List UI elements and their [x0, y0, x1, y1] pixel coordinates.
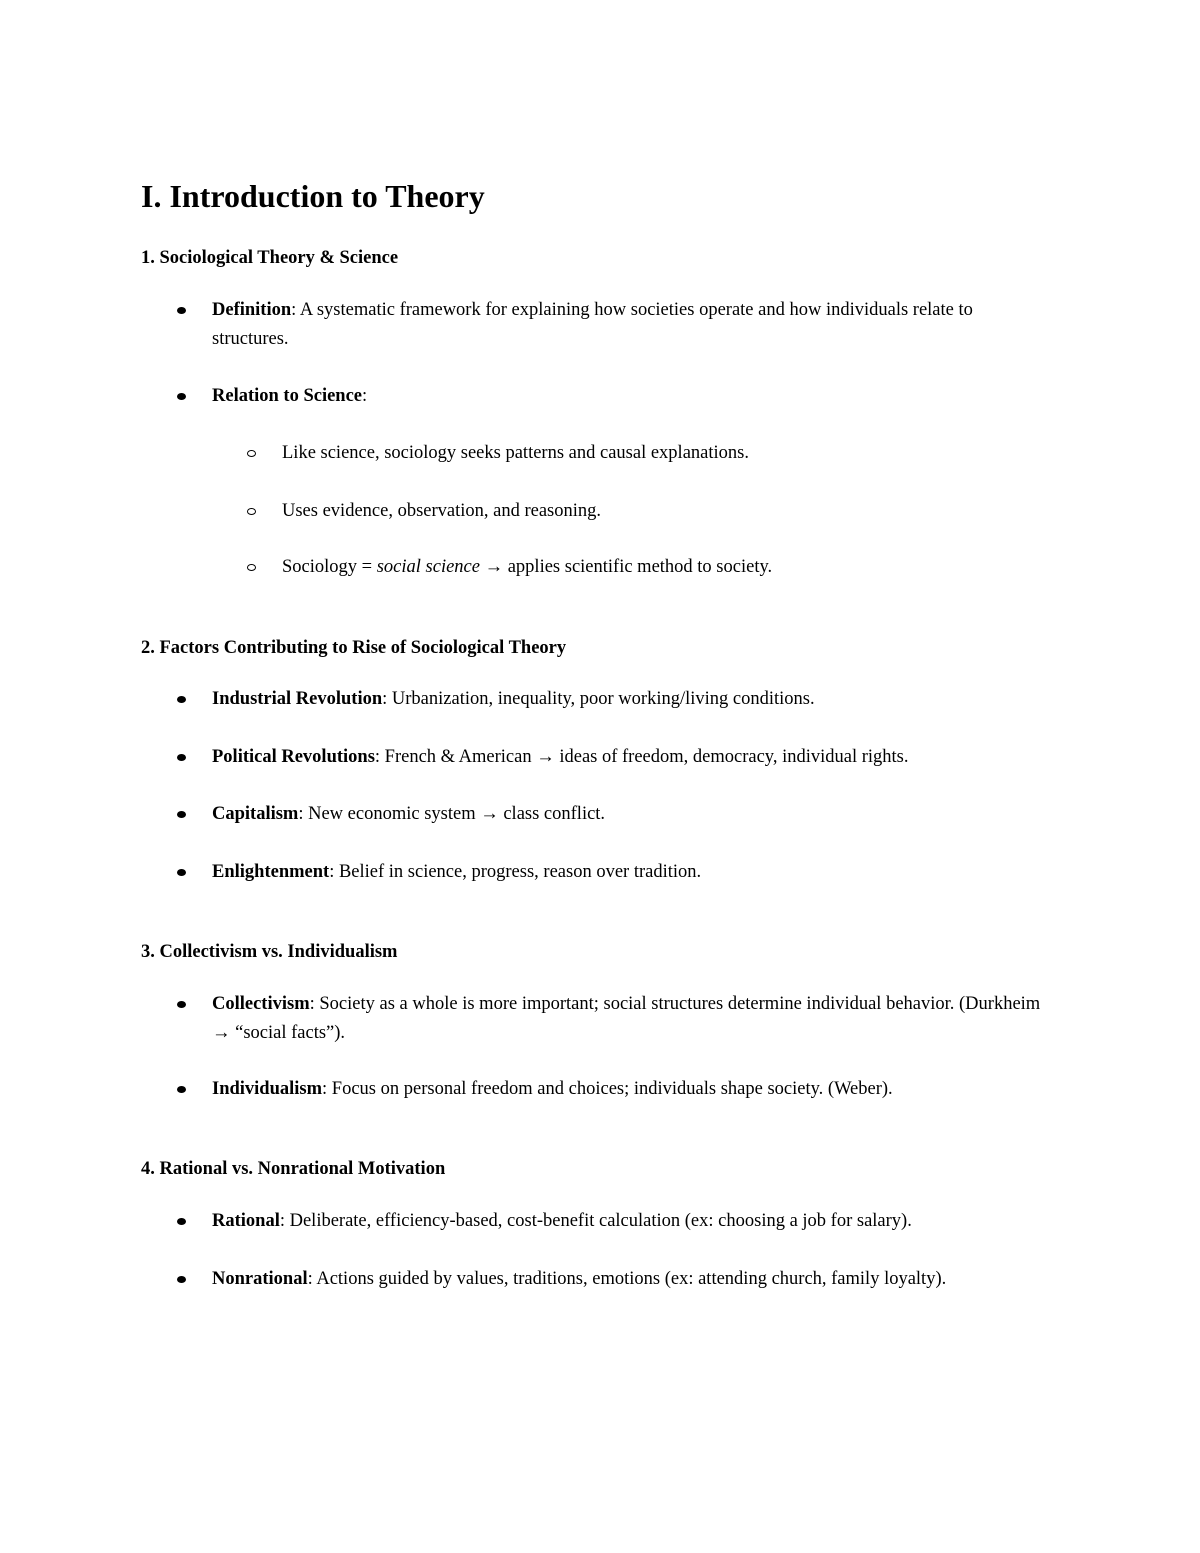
- item-description: : Focus on personal freedom and choices; individuals shape society. (Weber).: [322, 1079, 893, 1099]
- item-term: Capitalism: [212, 804, 299, 824]
- sub-item-text-part: → applies scientific method to society.: [479, 557, 773, 577]
- item-term: Rational: [212, 1211, 280, 1231]
- item-term: Relation to Science: [212, 386, 363, 406]
- bullet-icon: [177, 1001, 186, 1008]
- item-term: Definition: [212, 300, 292, 320]
- sub-item-text: [282, 553, 772, 582]
- bullet-icon: [177, 307, 186, 314]
- list-item-text: [212, 743, 1052, 772]
- item-description: : Society as a whole is more important; social structures determine individual behavior. (Durkheim → “social facts”).: [212, 994, 1041, 1043]
- section-heading-3: 3. Collectivism vs. Individualism: [141, 942, 398, 962]
- list-item-text: [212, 1075, 1052, 1104]
- emphasized-term: social science: [376, 557, 480, 577]
- item-term: Collectivism: [212, 994, 310, 1014]
- bullet-icon: [177, 754, 186, 761]
- list-item-text: [212, 296, 1052, 354]
- list-item-text: [212, 1207, 1052, 1236]
- bullet-icon: [177, 1086, 186, 1093]
- hollow-bullet-icon: [247, 450, 256, 457]
- page-title: I. Introduction to Theory: [141, 178, 485, 214]
- bullet-icon: [177, 1218, 186, 1225]
- sub-item-text-part: Sociology =: [282, 557, 377, 577]
- bullet-icon: [177, 1276, 186, 1283]
- item-description: : New economic system → class conflict.: [298, 804, 606, 824]
- section-heading-1: 1. Sociological Theory & Science: [141, 248, 399, 268]
- bullet-icon: [177, 696, 186, 703]
- item-term: Industrial Revolution: [212, 689, 383, 709]
- item-description: : Belief in science, progress, reason over tradition.: [329, 862, 702, 882]
- item-description: :: [362, 386, 368, 406]
- section-heading-2: 2. Factors Contributing to Rise of Sociological Theory: [141, 638, 567, 658]
- list-item-text: [212, 382, 1052, 411]
- item-term: Individualism: [212, 1079, 323, 1099]
- bullet-icon: [177, 869, 186, 876]
- sub-item-text: Like science, sociology seeks patterns and causal explanations.: [282, 443, 749, 463]
- bullet-icon: [177, 393, 186, 400]
- list-item-text: [212, 858, 1052, 887]
- item-description: : Urbanization, inequality, poor working/living conditions.: [382, 689, 815, 709]
- item-term: Nonrational: [212, 1269, 308, 1289]
- list-item-text: [212, 1265, 1052, 1294]
- bullet-icon: [177, 811, 186, 818]
- list-item-text: [212, 685, 1052, 714]
- hollow-bullet-icon: [247, 508, 256, 515]
- hollow-bullet-icon: [247, 564, 256, 571]
- section-heading-4: 4. Rational vs. Nonrational Motivation: [141, 1159, 446, 1179]
- sub-item-text: Uses evidence, observation, and reasoning.: [282, 501, 602, 521]
- item-term: Political Revolutions: [212, 747, 375, 767]
- item-description: : A systematic framework for explaining how societies operate and how individuals relate to structures.: [212, 300, 973, 349]
- item-description: : French & American → ideas of freedom, democracy, individual rights.: [374, 747, 909, 767]
- item-description: : Deliberate, efficiency-based, cost-benefit calculation (ex: choosing a job for salary).: [279, 1211, 912, 1231]
- item-term: Enlightenment: [212, 862, 330, 882]
- list-item-text: [212, 800, 1052, 829]
- item-description: : Actions guided by values, traditions, emotions (ex: attending church, family loyalty).: [307, 1269, 947, 1289]
- list-item-text: [212, 990, 1052, 1048]
